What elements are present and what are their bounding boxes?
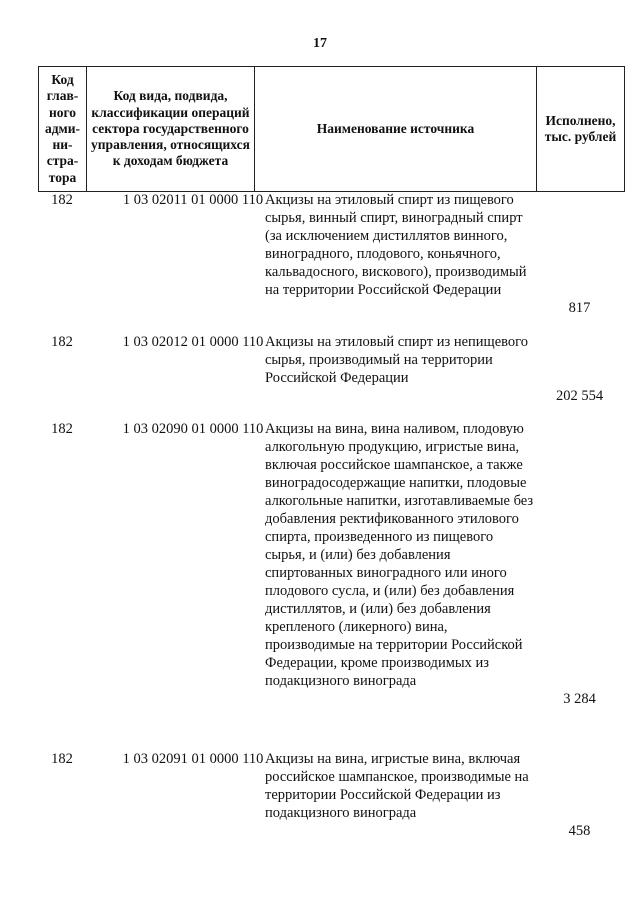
row-source-name: Акцизы на вина, игристые вина, включая российское шампанское, производимые на территории Российской Федерации из подакцизного винограда xyxy=(265,751,529,821)
header-classification-code: Код вида, подвида, классификации операций сектора государственного управления, относящихся к доходам бюджета xyxy=(87,67,255,192)
table-header xyxy=(38,66,625,192)
row-admin-code: 182 xyxy=(51,751,73,767)
page-number: 17 xyxy=(313,36,327,51)
header-admin-code: Код глав-ного адми-ни-стра-тора xyxy=(39,67,87,192)
row-classification-code: 1 03 02012 01 0000 110 xyxy=(122,334,264,350)
header-executed: Исполнено, тыс. рублей xyxy=(537,67,625,192)
row-source-name: Акцизы на вина, вина наливом, плодовую алкогольную продукцию, игристые вина, включая российское шампанское, а также виноградосодержащие напитки, плодовые алкогольные напитки, изготавливаемые без добавления ректификованного этилового спирта, произведенного из пищевого сырья, и (или) без добавления спиртованных виноградного или иного плодового сусла, и (или) без добавления дистиллятов, и (или) без добавления крепленого (ликерного) вина, производимые на территории Российской Федерации, кроме производимых из подакцизного винограда xyxy=(265,421,534,689)
row-classification-code: 1 03 02091 01 0000 110 xyxy=(122,751,264,767)
table-row xyxy=(38,420,624,750)
row-amount: 458 xyxy=(568,823,591,839)
row-admin-code: 182 xyxy=(51,334,73,350)
table-body xyxy=(38,191,624,850)
row-amount: 817 xyxy=(568,300,591,316)
row-admin-code: 182 xyxy=(51,421,73,437)
header-source-name: Наименование источника xyxy=(255,67,537,192)
row-source-name: Акцизы на этиловый спирт из непищевого сырья, производимый на территории Российской Федерации xyxy=(265,334,528,386)
table-row xyxy=(38,750,624,850)
row-source-name: Акцизы на этиловый спирт из пищевого сырья, винный спирт, виноградный спирт (за исключением дистиллятов винного, виноградного, плодового, коньячного, кальвадосного, вискового), производимый на территории Российской Федерации xyxy=(265,192,527,298)
row-classification-code: 1 03 02090 01 0000 110 xyxy=(122,421,264,437)
row-amount: 202 554 xyxy=(555,388,604,404)
table-row xyxy=(38,333,624,420)
row-classification-code: 1 03 02011 01 0000 110 xyxy=(122,192,264,208)
row-admin-code: 182 xyxy=(51,192,73,208)
row-amount: 3 284 xyxy=(563,691,596,707)
table-row xyxy=(38,191,624,333)
